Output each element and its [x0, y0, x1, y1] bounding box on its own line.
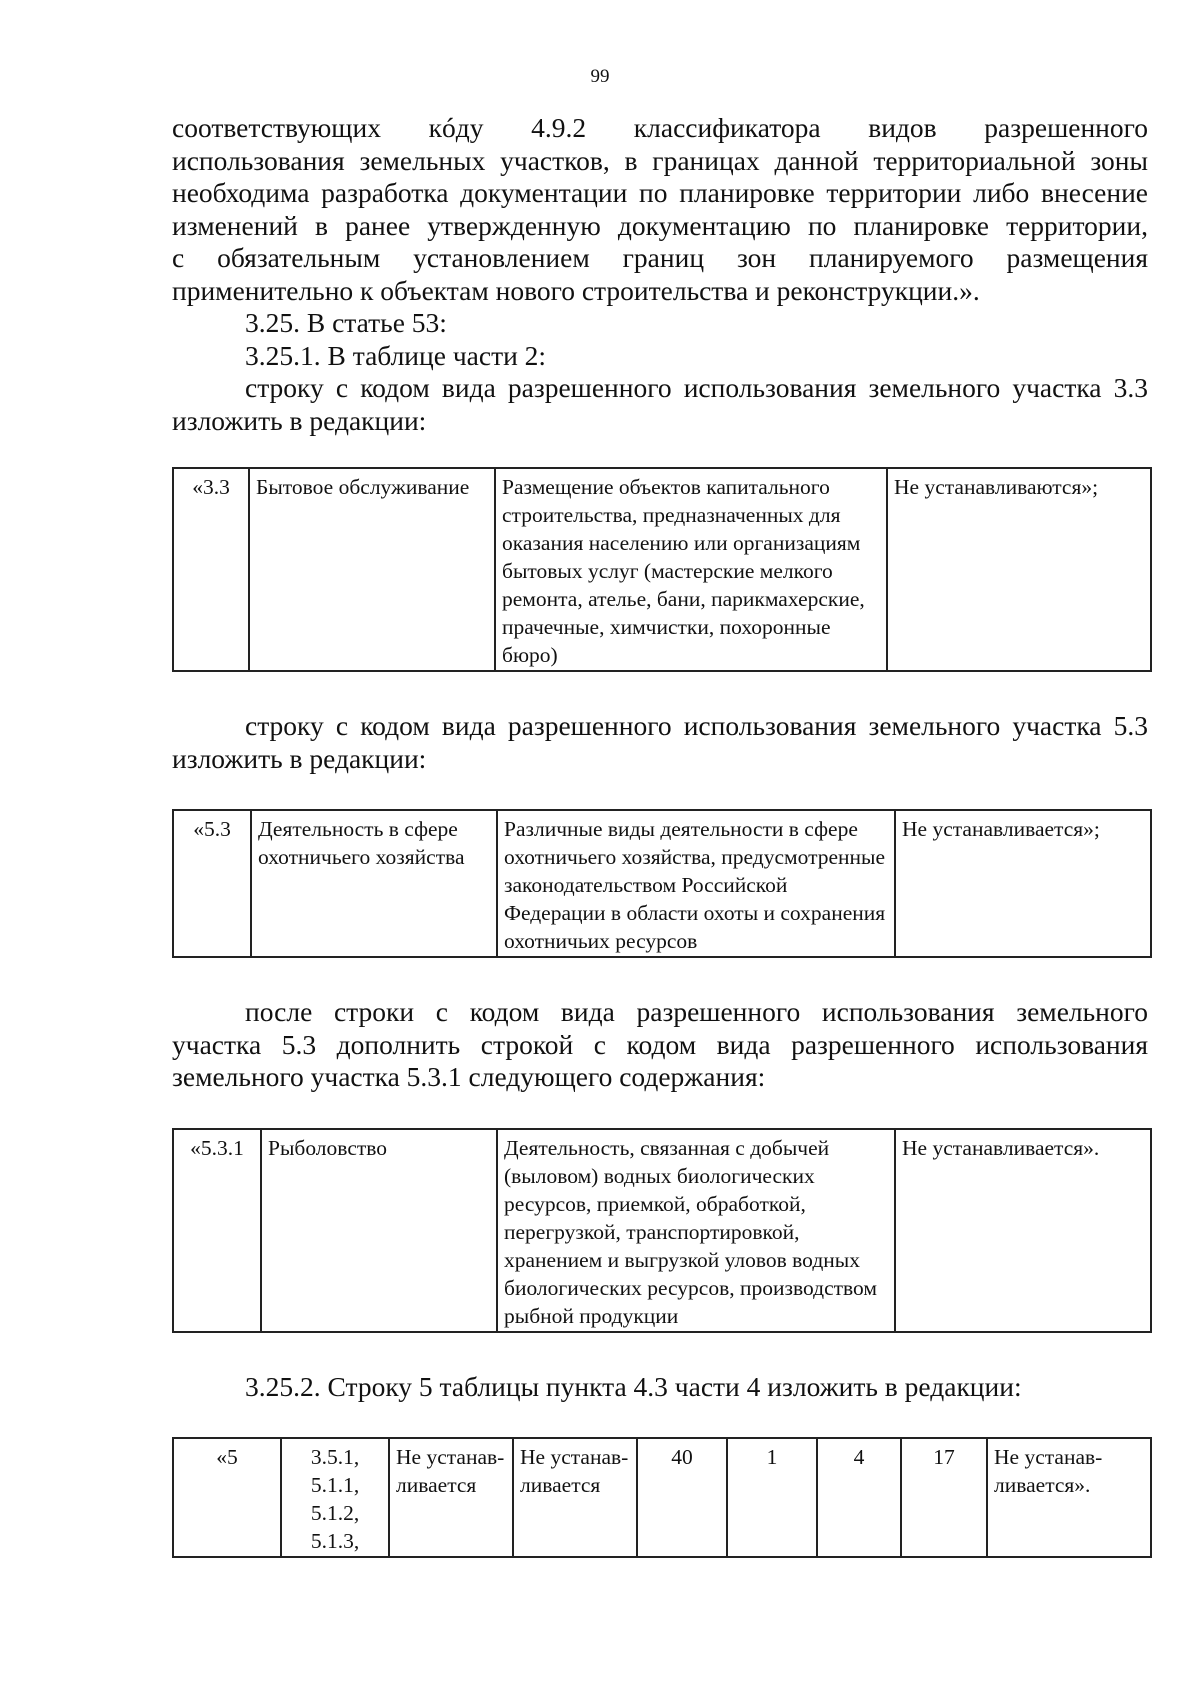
params-cell: Не устанавливается». [895, 1129, 1151, 1332]
code-value: 5.1.2, [310, 1501, 360, 1525]
table-code-3-3 [172, 467, 1152, 672]
section-heading-3-25: 3.25. В статье 53: [245, 307, 447, 338]
name-cell: Бытовое обслуживание [249, 468, 495, 671]
instruction-line: строку с кодом вида разрешенного использования земельного участка 5.3 [245, 710, 1148, 741]
code-value: 5.1.1, [310, 1473, 360, 1497]
table-row [173, 1438, 1151, 1557]
instruction-line: после строки с кодом вида разрешенного использования земельного [245, 996, 1148, 1027]
value-cell: 4 [817, 1438, 901, 1557]
code-cell: «3.3 [173, 468, 249, 671]
table-row [173, 468, 1151, 671]
instruction-line: строку с кодом вида разрешенного использования земельного участка 3.3 [245, 372, 1148, 403]
name-cell: Деятельность в сфере охотничьего хозяйства [251, 810, 497, 957]
section-heading-3-25-2: 3.25.2. Строку 5 таблицы пункта 4.3 части 4 изложить в редакции: [245, 1370, 1022, 1402]
value-cell: 17 [901, 1438, 987, 1557]
intro-paragraph [172, 112, 1148, 307]
value-cell: 40 [637, 1438, 727, 1557]
table-code-5-3 [172, 809, 1152, 958]
instruction-line: изложить в редакции: [172, 742, 427, 774]
value-cell: Не устанав-ливается [389, 1438, 513, 1557]
params-cell: Не устанавливается»; [895, 810, 1151, 957]
code-value: 3.5.1, [310, 1445, 360, 1469]
intro-line: применительно к объектам нового строительства и реконструкции.». [172, 274, 980, 306]
codes-cell [281, 1438, 389, 1557]
value-cell: Не устанав-ливается [513, 1438, 637, 1557]
table-row-5 [172, 1437, 1152, 1558]
intro-line: соответствующих кóду 4.9.2 классификатора видов разрешенного [172, 112, 1148, 143]
row-number-cell: «5 [173, 1438, 281, 1557]
table-row [173, 810, 1151, 957]
table-code-5-3-1 [172, 1128, 1152, 1333]
document-body [172, 112, 1148, 1558]
code-cell: «5.3 [173, 810, 251, 957]
instruction-line: изложить в редакции: [172, 404, 427, 436]
table-row [173, 1129, 1151, 1332]
code-cell: «5.3.1 [173, 1129, 261, 1332]
value-cell: 1 [727, 1438, 817, 1557]
code-value: 5.1.3, [310, 1529, 360, 1553]
name-cell: Рыболовство [261, 1129, 497, 1332]
description-cell: Деятельность, связанная с добычей (выловом) водных биологических ресурсов, приемкой, обработкой, перегрузкой, транспортировкой, хранением и выгрузкой уловов водных биологических ресурсов, производством рыбной продукции [497, 1129, 895, 1332]
description-cell: Различные виды деятельности в сфере охотничьего хозяйства, предусмотренные законодательством Российской Федерации в области охоты и сохранения охотничьих ресурсов [497, 810, 895, 957]
instruction-paragraph-5-3-1 [172, 996, 1148, 1094]
intro-line: с обязательным установлением границ зон планируемого размещения [172, 242, 1148, 273]
page-number: 99 [590, 66, 610, 87]
section-heading-3-25-1: 3.25.1. В таблице части 2: [245, 339, 547, 371]
intro-line: изменений в ранее утвержденную документацию по планировке территории, [172, 209, 1148, 241]
intro-line: использования земельных участков, в границах данной территориальной зоны [172, 144, 1148, 176]
intro-line: необходима разработка документации по планировке территории либо внесение [172, 177, 1148, 208]
params-cell: Не устанавливаются»; [887, 468, 1151, 671]
value-cell: Не устанав-ливается». [987, 1438, 1151, 1557]
instruction-line: земельного участка 5.3.1 следующего содержания: [172, 1061, 766, 1092]
instruction-line: участка 5.3 дополнить строкой с кодом вида разрешенного использования [172, 1028, 1148, 1060]
description-cell: Размещение объектов капитального строительства, предназначенных для оказания населению или организациям бытовых услуг (мастерские мелкого ремонта, ателье, бани, парикмахерские, прачечные, химчистки, похоронные бюро) [495, 468, 887, 671]
